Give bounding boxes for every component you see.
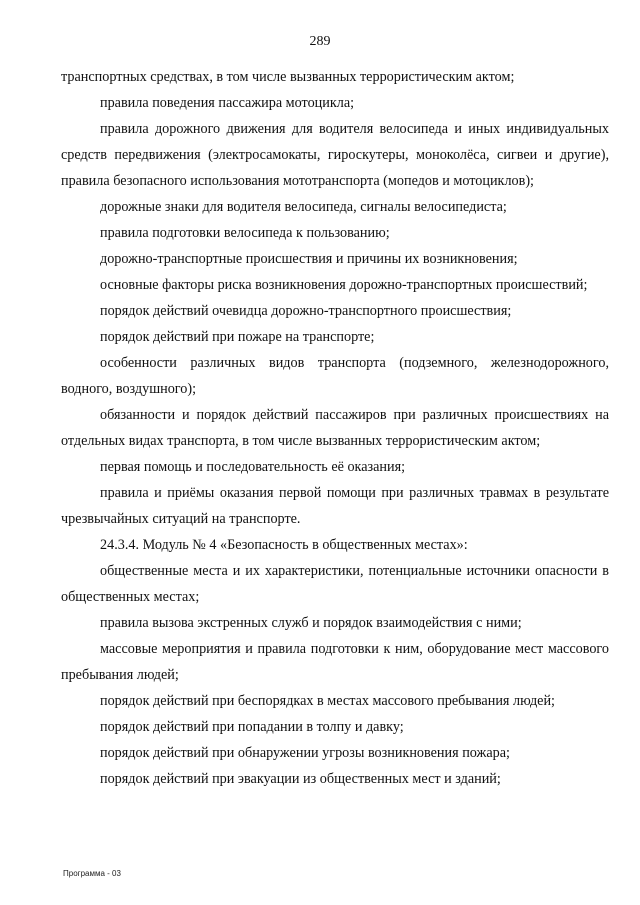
paragraph-9: порядок действий при пожаре на транспорте; [100,329,375,345]
paragraph-12: первая помощь и последовательность её оказания; [100,459,406,475]
paragraph-15: общественные места и их характеристики, потенциальные источники опасности в общественных местах; [61,563,609,605]
paragraph-10: особенности различных видов транспорта (подземного, железнодорожного, водного, воздушного); [61,355,609,397]
paragraph-20: порядок действий при обнаружении угрозы возникновения пожара; [100,745,510,761]
paragraph-11: обязанности и порядок действий пассажиров при различных происшествиях на отдельных видах транспорта, в том числе вызванных террористическим актом; [61,407,609,449]
section-heading: 24.3.4. Модуль № 4 «Безопасность в общественных местах»: [100,537,468,553]
footer-program-label: Программа - 03 [63,869,121,878]
paragraph-21: порядок действий при эвакуации из общественных мест и зданий; [100,771,501,787]
paragraph-7: основные факторы риска возникновения дорожно-транспортных происшествий; [100,277,588,293]
paragraph-5: правила подготовки велосипеда к пользованию; [100,225,390,241]
paragraph-17: массовые мероприятия и правила подготовки к ним, оборудование мест массового пребывания людей; [61,641,609,683]
paragraph-8: порядок действий очевидца дорожно-транспортного происшествия; [100,303,512,319]
document-body [61,64,609,792]
paragraph-6: дорожно-транспортные происшествия и причины их возникновения; [100,251,518,267]
paragraph-18: порядок действий при беспорядках в местах массового пребывания людей; [100,693,555,709]
paragraph-19: порядок действий при попадании в толпу и давку; [100,719,404,735]
paragraph-13: правила и приёмы оказания первой помощи при различных травмах в результате чрезвычайных ситуаций на транспорте. [61,485,609,527]
paragraph-1: транспортных средствах, в том числе вызванных террористическим актом; [61,69,515,85]
paragraph-16: правила вызова экстренных служб и порядок взаимодействия с ними; [100,615,522,631]
paragraph-2: правила поведения пассажира мотоцикла; [100,95,355,111]
paragraph-4: дорожные знаки для водителя велосипеда, сигналы велосипедиста; [100,199,507,215]
page-number: 289 [309,34,331,49]
paragraph-3: правила дорожного движения для водителя велосипеда и иных индивидуальных средств передвижения (электросамокаты, гироскутеры, моноколёса, сигвеи и другие), правила безопасного использования мототранспорта (мопедов и мотоциклов); [61,121,609,189]
